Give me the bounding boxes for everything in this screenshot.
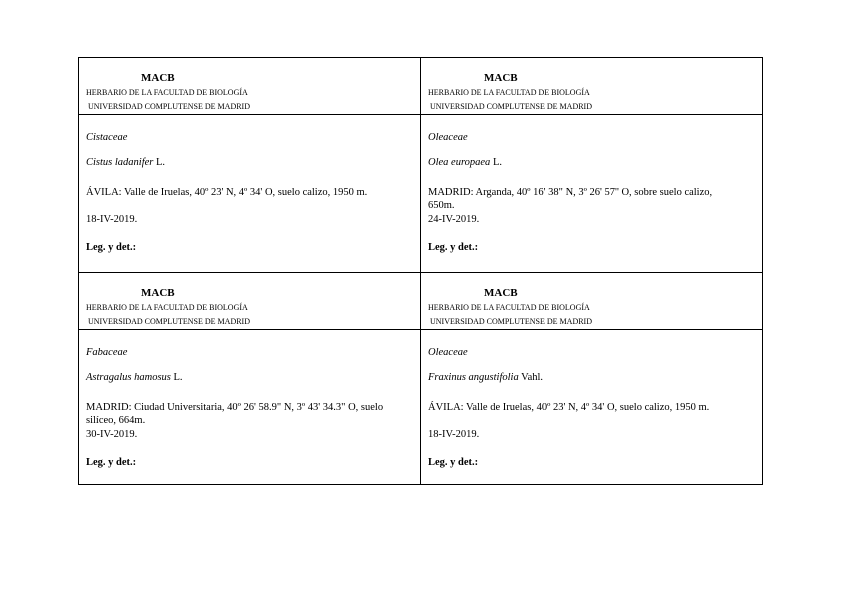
collection-locality: ÁVILA: Valle de Iruelas, 40º 23' N, 4º 34' O, suelo calizo, 1950 m. <box>86 187 368 198</box>
herbarium-acronym: MACB <box>484 72 518 84</box>
species-author: Vahl. <box>518 372 544 383</box>
header-rule <box>421 329 762 330</box>
label-sheet <box>78 57 763 485</box>
collector-label: Leg. y det.: <box>86 457 137 468</box>
species-name <box>428 157 502 168</box>
university-name: UNIVERSIDAD COMPLUTENSE DE MADRID <box>88 102 250 111</box>
family-name: Oleaceae <box>428 132 468 143</box>
collector-label: Leg. y det.: <box>428 457 479 468</box>
species-scientific: Astragalus hamosus <box>86 372 171 383</box>
herbarium-label-2 <box>421 58 762 272</box>
university-name: UNIVERSIDAD COMPLUTENSE DE MADRID <box>88 317 250 326</box>
collection-date: 18-IV-2019. <box>86 214 138 225</box>
species-name <box>86 157 165 168</box>
university-name: UNIVERSIDAD COMPLUTENSE DE MADRID <box>430 317 592 326</box>
herbarium-acronym: MACB <box>141 72 175 84</box>
family-name: Oleaceae <box>428 347 468 358</box>
herbarium-name: HERBARIO DE LA FACULTAD DE BIOLOGÍA <box>428 303 590 312</box>
family-name: Cistaceae <box>86 132 128 143</box>
collection-date: 30-IV-2019. <box>86 429 138 440</box>
herbarium-label-3 <box>79 273 420 487</box>
herbarium-name: HERBARIO DE LA FACULTAD DE BIOLOGÍA <box>86 303 248 312</box>
collection-date: 18-IV-2019. <box>428 429 480 440</box>
herbarium-label-1 <box>79 58 420 272</box>
collection-locality: ÁVILA: Valle de Iruelas, 40º 23' N, 4º 34' O, suelo calizo, 1950 m. <box>428 402 710 413</box>
herbarium-name: HERBARIO DE LA FACULTAD DE BIOLOGÍA <box>86 88 248 97</box>
university-name: UNIVERSIDAD COMPLUTENSE DE MADRID <box>430 102 592 111</box>
collector-label: Leg. y det.: <box>428 242 479 253</box>
collection-date: 24-IV-2019. <box>428 214 480 225</box>
herbarium-acronym: MACB <box>484 287 518 299</box>
family-name: Fabaceae <box>86 347 128 358</box>
header-rule <box>79 114 420 115</box>
species-scientific: Cistus ladanifer <box>86 157 154 168</box>
collection-locality: MADRID: Ciudad Universitaria, 40º 26' 58.9" N, 3º 43' 34.3" O, suelo silíceo, 664m. <box>86 402 384 426</box>
collection-locality: MADRID: Arganda, 40º 16' 38" N, 3º 26' 57'' O, sobre suelo calizo, 650m. <box>428 187 713 211</box>
herbarium-label-4 <box>421 273 762 487</box>
header-rule <box>421 114 762 115</box>
species-author: L. <box>153 157 166 168</box>
species-author: L. <box>170 372 183 383</box>
herbarium-name: HERBARIO DE LA FACULTAD DE BIOLOGÍA <box>428 88 590 97</box>
species-name <box>428 372 543 383</box>
species-author: L. <box>490 157 502 168</box>
species-scientific: Fraxinus angustifolia <box>428 372 519 383</box>
species-name <box>86 372 183 383</box>
herbarium-acronym: MACB <box>141 287 175 299</box>
collector-label: Leg. y det.: <box>86 242 137 253</box>
species-scientific: Olea europaea <box>428 157 491 168</box>
header-rule <box>79 329 420 330</box>
